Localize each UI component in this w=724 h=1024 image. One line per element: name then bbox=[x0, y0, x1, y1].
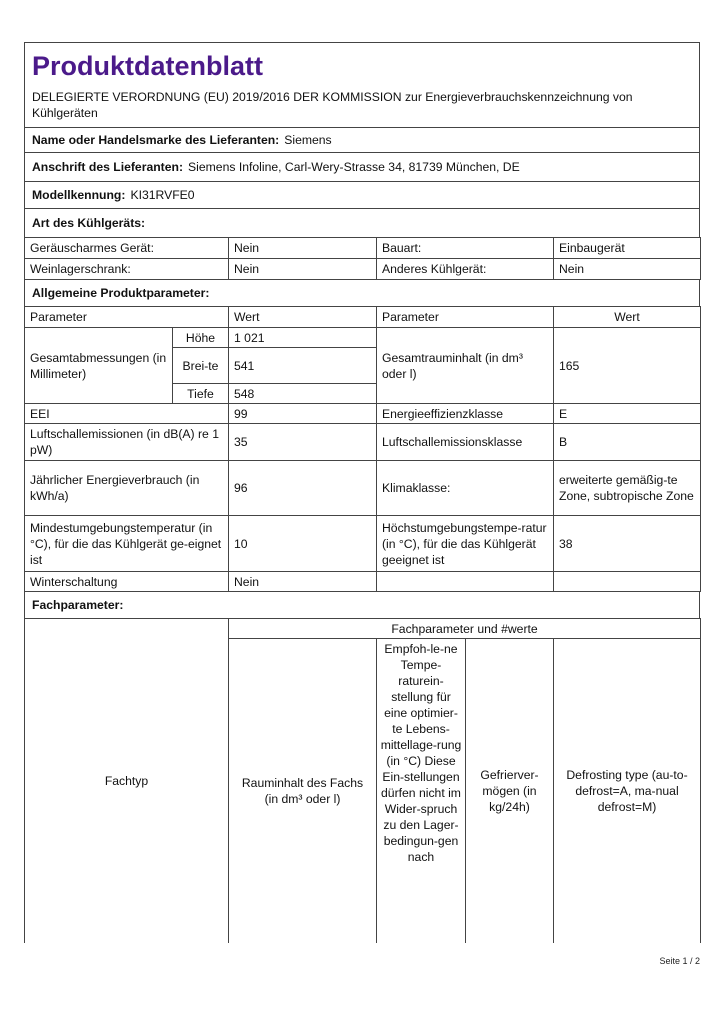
max-ambient-temp-value: 38 bbox=[554, 516, 701, 572]
model-row bbox=[24, 181, 700, 208]
freezing-capacity-header: Gefrierver-mögen (in kg/24h) bbox=[466, 639, 554, 943]
supplier-address-label: Anschrift des Lieferanten: bbox=[32, 160, 184, 174]
table-row bbox=[25, 404, 701, 424]
width-label: Brei-te bbox=[173, 348, 229, 384]
design-value: Einbaugerät bbox=[554, 238, 701, 259]
design-label: Bauart: bbox=[377, 238, 554, 259]
annual-energy-label: Jährlicher Energieverbrauch (in kWh/a) bbox=[25, 461, 229, 516]
wine-cabinet-value: Nein bbox=[229, 259, 377, 280]
min-ambient-temp-value: 10 bbox=[229, 516, 377, 572]
supplier-address-value: Siemens Infoline, Carl-Wery-Strasse 34, 81739 München, DE bbox=[188, 160, 520, 174]
table-row bbox=[25, 461, 701, 516]
min-ambient-temp-label: Mindestumgebungstemperatur (in °C), für die das Kühlgerät ge-eignet ist bbox=[25, 516, 229, 572]
noise-class-label: Luftschallemissionsklasse bbox=[377, 424, 554, 461]
eei-label: EEI bbox=[25, 404, 229, 424]
table-row bbox=[25, 424, 701, 461]
general-params-heading: Allgemeine Produktparameter: bbox=[32, 286, 210, 300]
climate-class-value: erweiterte gemäßig-te Zone, subtropische Zone bbox=[554, 461, 701, 516]
compartment-group-header: Fachparameter und #werte bbox=[229, 619, 701, 639]
compartment-params-section bbox=[24, 592, 700, 618]
col-header-param2: Parameter bbox=[377, 307, 554, 328]
device-type-table bbox=[24, 237, 701, 280]
supplier-address-row bbox=[24, 152, 700, 181]
depth-label: Tiefe bbox=[173, 384, 229, 404]
climate-class-label: Klimaklasse: bbox=[377, 461, 554, 516]
device-type-heading: Art des Kühlgeräts: bbox=[32, 216, 146, 230]
table-header-row bbox=[25, 307, 701, 328]
supplier-name-label: Name oder Handelsmarke des Lieferanten: bbox=[32, 133, 280, 147]
page-title: Produktdatenblatt bbox=[32, 51, 264, 81]
table-row bbox=[25, 328, 701, 348]
col-header-param: Parameter bbox=[25, 307, 229, 328]
noise-class-value: B bbox=[554, 424, 701, 461]
total-volume-value: 165 bbox=[554, 328, 701, 404]
max-ambient-temp-label: Höchstumgebungstempe-ratur (in °C), für die das Kühlgerät geeignet ist bbox=[377, 516, 554, 572]
compartment-type-header: Fachtyp bbox=[25, 619, 229, 943]
energy-class-label: Energieeffizienzklasse bbox=[377, 404, 554, 424]
col-header-value: Wert bbox=[229, 307, 377, 328]
other-appliance-label: Anderes Kühlgerät: bbox=[377, 259, 554, 280]
empty-cell bbox=[554, 572, 701, 592]
depth-value: 548 bbox=[229, 384, 377, 404]
other-appliance-value: Nein bbox=[554, 259, 701, 280]
winter-switch-label: Winterschaltung bbox=[25, 572, 229, 592]
width-value: 541 bbox=[229, 348, 377, 384]
header bbox=[24, 42, 700, 127]
device-type-section bbox=[24, 208, 700, 237]
recommended-temp-header: Empfoh-le-ne Tempe-raturein-stellung für eine optimier-te Lebens-mittellage-rung (in °C) Diese Ein-stellungen dürfen nicht im Wider-spruch zu den Lager-bedingun-gen nach bbox=[377, 639, 466, 943]
table-row bbox=[25, 572, 701, 592]
table-row bbox=[25, 238, 701, 259]
table-header-row bbox=[25, 619, 701, 639]
table-row bbox=[25, 259, 701, 280]
annual-energy-value: 96 bbox=[229, 461, 377, 516]
low-noise-label: Geräuscharmes Gerät: bbox=[25, 238, 229, 259]
noise-emission-value: 35 bbox=[229, 424, 377, 461]
defrosting-type-header: Defrosting type (au-to-defrost=A, ma-nual defrost=M) bbox=[554, 639, 701, 943]
energy-class-value: E bbox=[554, 404, 701, 424]
low-noise-value: Nein bbox=[229, 238, 377, 259]
general-params-table bbox=[24, 306, 701, 592]
model-label: Modellkennung: bbox=[32, 188, 126, 202]
regulation-subtitle: DELEGIERTE VERORDNUNG (EU) 2019/2016 DER KOMMISSION zur Energieverbrauchskennzeichnung von Kühlgeräten bbox=[32, 90, 633, 120]
noise-emission-label: Luftschallemissionen (in dB(A) re 1 pW) bbox=[25, 424, 229, 461]
model-value: KI31RVFE0 bbox=[130, 188, 195, 202]
product-data-sheet bbox=[24, 42, 700, 943]
supplier-name-row bbox=[24, 127, 700, 152]
dimensions-label: Gesamtabmessungen (in Millimeter) bbox=[25, 328, 173, 404]
height-value: 1 021 bbox=[229, 328, 377, 348]
height-label: Höhe bbox=[173, 328, 229, 348]
compartment-params-heading: Fachparameter: bbox=[32, 598, 124, 612]
empty-cell bbox=[377, 572, 554, 592]
compartment-params-table bbox=[24, 618, 701, 943]
page-number: Seite 1 / 2 bbox=[659, 956, 700, 966]
wine-cabinet-label: Weinlagerschrank: bbox=[25, 259, 229, 280]
table-row bbox=[25, 516, 701, 572]
eei-value: 99 bbox=[229, 404, 377, 424]
supplier-name-value: Siemens bbox=[284, 133, 332, 147]
winter-switch-value: Nein bbox=[229, 572, 377, 592]
general-params-section bbox=[24, 280, 700, 306]
col-header-value2: Wert bbox=[554, 307, 701, 328]
total-volume-label: Gesamtrauminhalt (in dm³ oder l) bbox=[377, 328, 554, 404]
compartment-volume-header: Rauminhalt des Fachs (in dm³ oder l) bbox=[229, 639, 377, 943]
